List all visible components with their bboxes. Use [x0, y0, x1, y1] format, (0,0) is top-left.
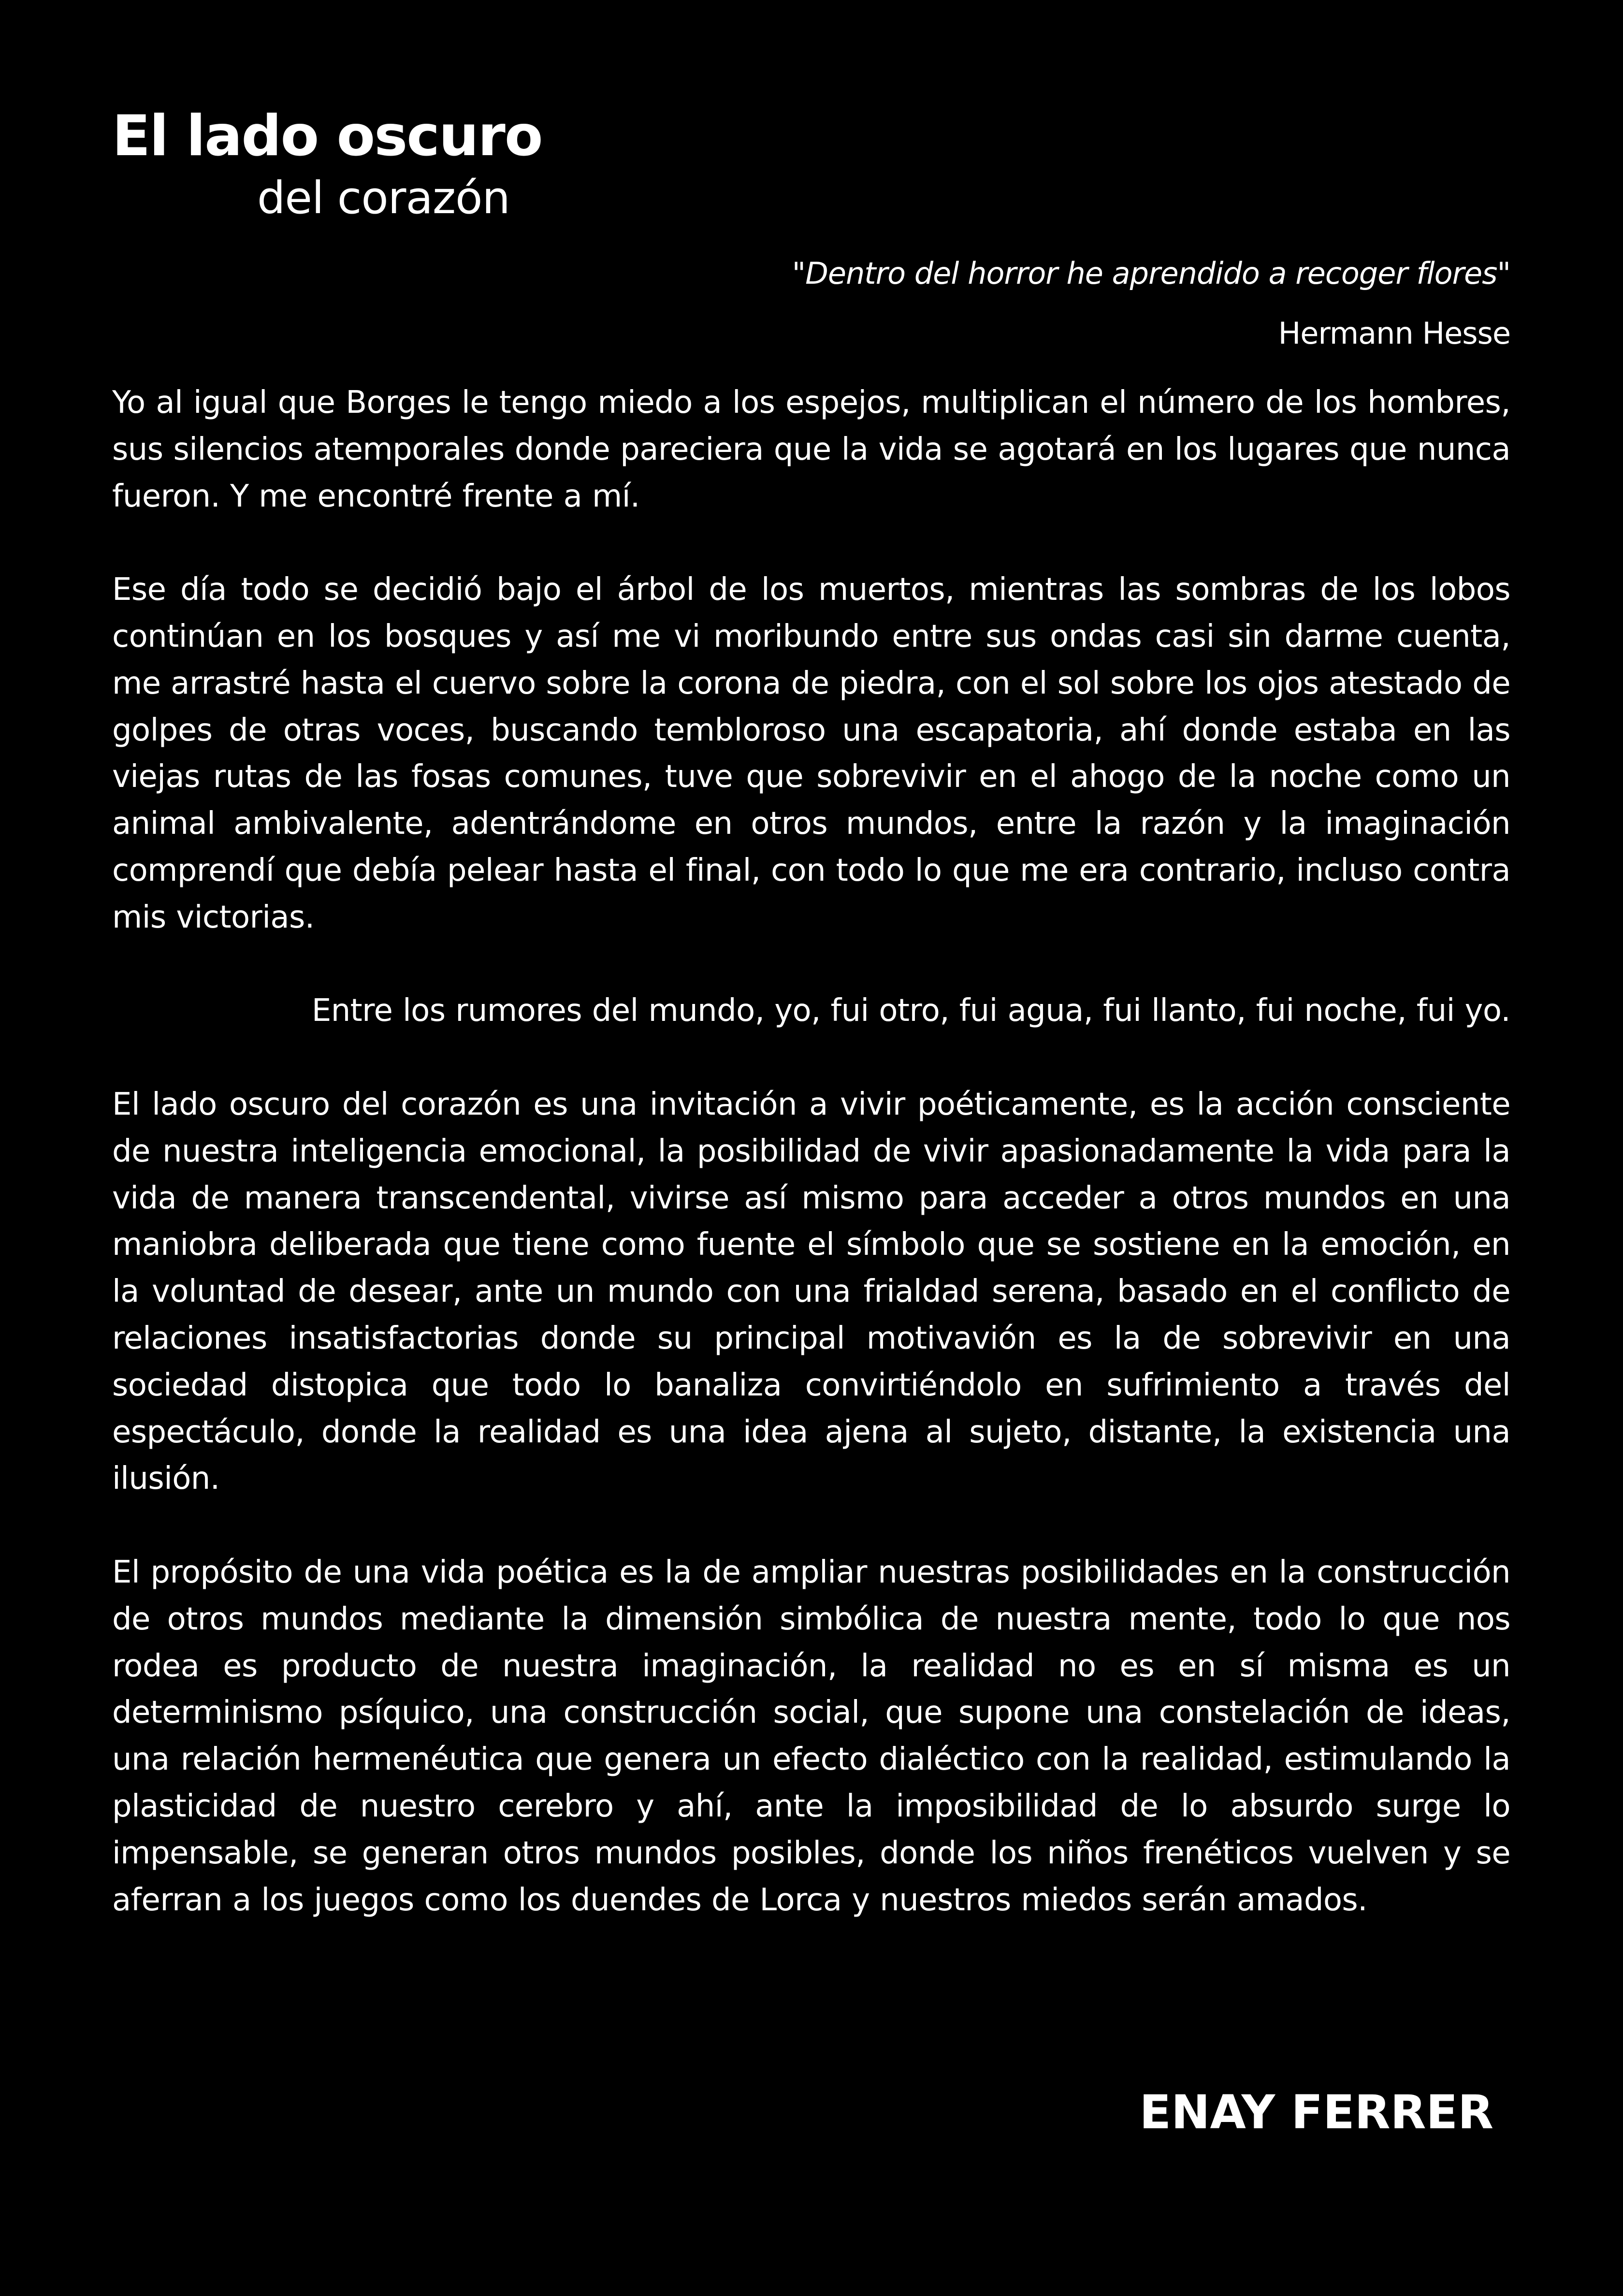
- paragraph-2: Ese día todo se decidió bajo el árbol de los muertos, mientras las sombras de los lobos continúan en los bosques y así me vi moribundo entre sus ondas casi sin darme cuenta, me arrastré hasta el cuervo sobre la corona de piedra, con el sol sobre los ojos atestado de golpes de otras voces, buscando tembloroso una escapatoria, ahí donde estaba en las viejas rutas de las fosas comunes, tuve que sobrevivir en el ahogo de la noche como un animal ambivalente, adentrándome en otros mundos, entre la razón y la imaginación comprendí que debía pelear hasta el final, con todo lo que me era contrario, incluso contra mis victorias.: [112, 572, 1510, 935]
- author-signature: ENAY FERRER: [1139, 2085, 1493, 2139]
- paragraph-1: Yo al igual que Borges le tengo miedo a los espejos, multiplican el número de los hombres, sus silencios atemporales donde pareciera que la vida se agotará en los lugares que nunca fueron. Y me encontré frente a mí.: [112, 385, 1510, 514]
- epigraph-author: Hermann Hesse: [1278, 316, 1510, 351]
- paragraph-3-verse: Entre los rumores del mundo, yo, fui otro, fui agua, fui llanto, fui noche, fui yo.: [311, 993, 1510, 1029]
- paragraph-4: El lado oscuro del corazón es una invitación a vivir poéticamente, es la acción consciente de nuestra inteligencia emocional, la posibilidad de vivir apasionadamente la vida para la vida de manera transcendental, vivirse así mismo para acceder a otros mundos en una maniobra deliberada que tiene como fuente el símbolo que se sostiene en la emoción, en la voluntad de desear, ante un mundo con una frialdad serena, basado en el conflicto de relaciones insatisfactorias donde su principal motivavión es la de sobrevivir en una sociedad distopica que todo lo banaliza convirtiéndolo en sufrimiento a través del espectáculo, donde la realidad es una idea ajena al sujeto, distante, la existencia una ilusión.: [112, 1086, 1510, 1497]
- document-title: El lado oscuro: [112, 103, 542, 169]
- epigraph: [792, 244, 1510, 363]
- essay-body: [112, 379, 1510, 1970]
- paragraph-5: El propósito de una vida poética es la de ampliar nuestras posibilidades en la construcción de otros mundos mediante la dimensión simbólica de nuestra mente, todo lo que nos rodea es producto de nuestra imaginación, la realidad no es en sí misma es un determinismo psíquico, una construcción social, que supone una constelación de ideas, una relación hermenéutica que genera un efecto dialéctico con la realidad, estimulando la plasticidad de nuestro cerebro y ahí, ante la imposibilidad de lo absurdo surge lo impensable, se generan otros mundos posibles, donde los niños frenéticos vuelven y se aferran a los juegos como los duendes de Lorca y nuestros miedos serán amados.: [112, 1554, 1510, 1918]
- document-subtitle: del corazón: [257, 172, 510, 224]
- epigraph-quote: "Dentro del horror he aprendido a recoger flores": [792, 256, 1510, 291]
